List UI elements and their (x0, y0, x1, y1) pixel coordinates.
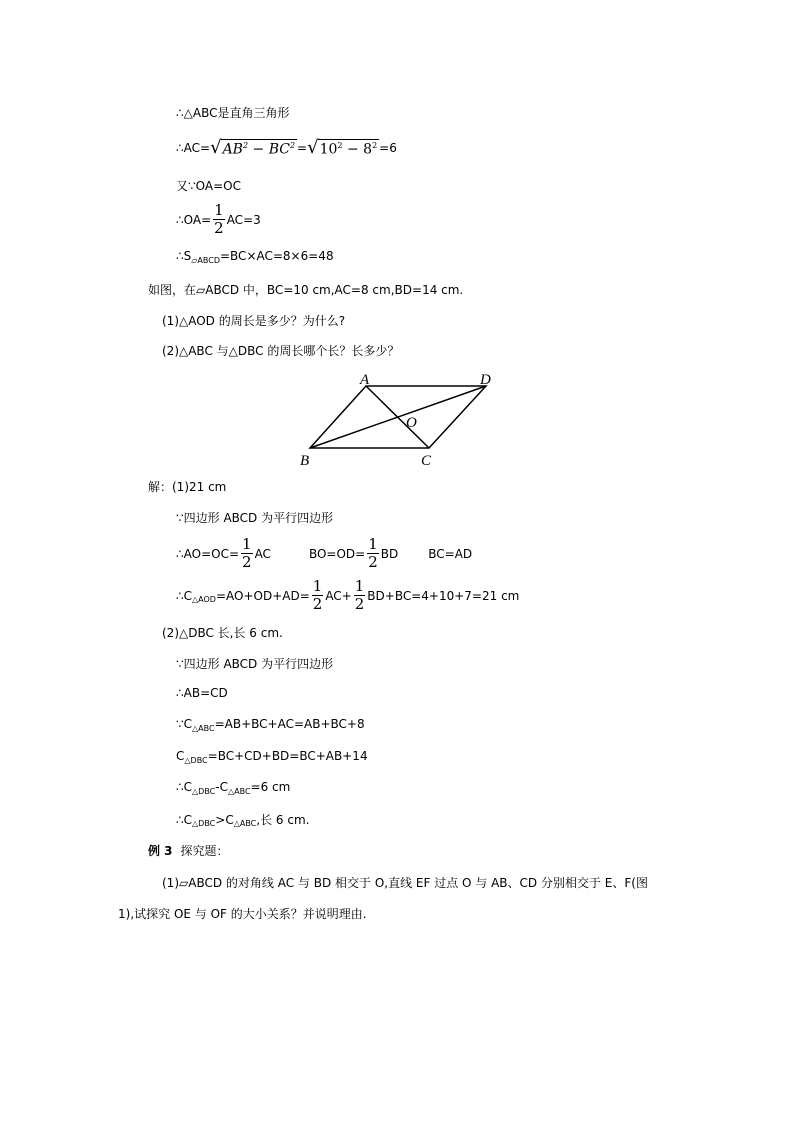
example-3-question: (1) ▱ ABCD 的对角线 AC 与 BD 相交于 O,直线 EF 过点 O 与 AB、CD 分别相交于 E、F(图 (162, 875, 648, 890)
fraction-half: $\frac{1}{2}$ (354, 577, 365, 613)
line-perimeter-abc: ∵C △ABC =AB+BC+AC=AB+BC+8 (176, 717, 365, 733)
parallelogram-figure (296, 368, 506, 472)
diagonal-bd (310, 386, 486, 448)
vertex-label-a: A (360, 372, 370, 388)
line-oa-oc: 又∵OA=OC (176, 179, 241, 193)
line-difference: ∴C △DBC -C △ABC =6 cm (176, 780, 291, 796)
line-parallelogram-1: ∵四边形 ABCD 为平行四边形 (176, 511, 334, 525)
question-2: (2)△ABC 与△DBC 的周长哪个长？长多少？ (162, 344, 400, 358)
example-label: 例 3 (148, 844, 173, 858)
line-parallelogram-2: ∵四边形 ABCD 为平行四边形 (176, 657, 334, 671)
example-3-heading: 例 3 探究题： (148, 844, 229, 858)
parallelogram-symbol: ▱ (196, 282, 206, 297)
example-3-question-cont: 1),试探究 OE 与 OF 的大小关系？并说明理由. (118, 907, 367, 921)
parallelogram-symbol: ▱ (179, 875, 189, 890)
fraction-half: $\frac{1}{2}$ (214, 201, 224, 237)
vertex-label-b: B (300, 453, 310, 469)
line-right-triangle: ∴△ABC是直角三角形 (176, 106, 290, 120)
line-oa-half: ∴OA= $\frac{1}{2}$ AC=3 (176, 201, 261, 237)
question-1: (1)△AOD 的周长是多少？为什么? (162, 314, 346, 328)
vertex-label-c: C (421, 453, 432, 469)
line-ab-cd: ∴AB=CD (176, 686, 228, 700)
sqrt-expression-2: √ $10^2 - 8^2$ (307, 137, 378, 158)
line-perimeter-dbc: C △DBC =BC+CD+BD=BC+AB+14 (176, 749, 368, 765)
line-ac-formula: ∴AC= √ $AB^2 - BC^2$ = √ $10^2 - 8^2$ =6 (176, 137, 397, 158)
problem-statement: 如图，在 ▱ ABCD 中，BC=10 cm,AC=8 cm,BD=14 cm. (148, 282, 464, 297)
sqrt-expression-1: √ $AB^2 - BC^2$ (210, 137, 296, 158)
line-conclusion: ∴C △DBC >C △ABC ,长 6 cm. (176, 812, 310, 828)
solution-1: 解：(1)21 cm (148, 480, 227, 494)
line-perimeter-aod: ∴C △AOD =AO+OD+AD= $\frac{1}{2}$ AC+ $\frac{1}{2}$ BD+BC=4+10+7=21 cm (176, 577, 520, 613)
fraction-half: $\frac{1}{2}$ (312, 577, 323, 613)
line-area: ∴S ▱ABCD =BC×AC=8×6=48 (176, 249, 334, 265)
line-halves: ∴AO=OC= $\frac{1}{2}$ AC BO=OD= $\frac{1}{2}$ BD BC=AD (176, 535, 473, 571)
fraction-half: $\frac{1}{2}$ (368, 535, 378, 571)
fraction-half: $\frac{1}{2}$ (242, 535, 252, 571)
vertex-label-d: D (480, 372, 491, 388)
solution-2: (2)△DBC 长,长 6 cm. (162, 626, 283, 640)
point-label-o: O (406, 415, 417, 431)
